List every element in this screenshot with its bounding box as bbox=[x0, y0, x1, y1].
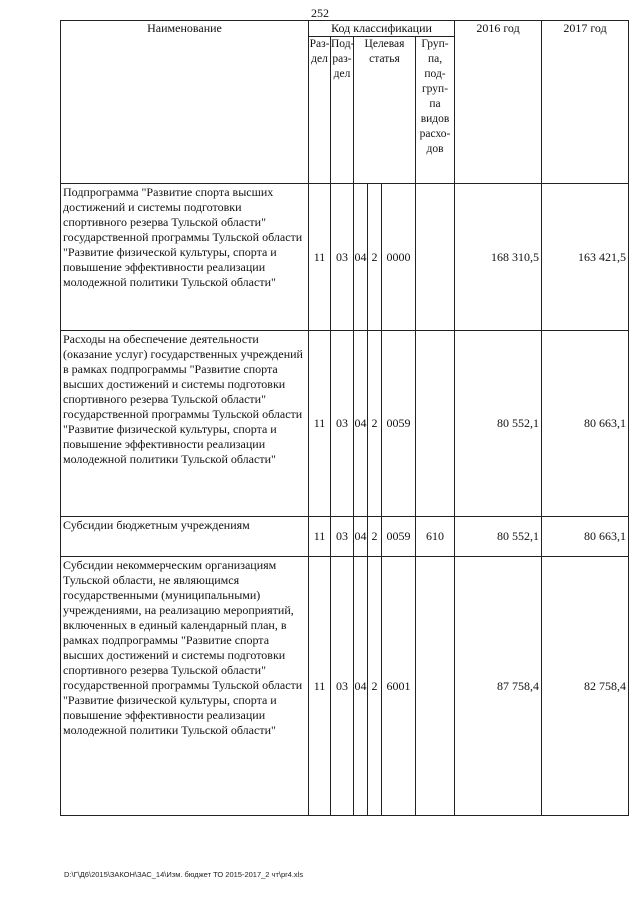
row-name: Расходы на обеспечение деятельности (оказание услуг) государственных учреждений в рамках подпрограммы "Развитие спорта высших достижений и системы подготовки спортивного резерва Тульской области" государственной программы Тульской области "Развитие физической культуры, спорта и повышение эффективности реализации молодежной политики Тульской области" bbox=[61, 331, 309, 517]
row-amount-2016: 80 552,1 bbox=[455, 517, 542, 557]
row-amount-2017: 163 421,5 bbox=[542, 184, 629, 331]
row-podrazdel: 03 bbox=[331, 557, 354, 816]
page-number: 252 bbox=[311, 6, 329, 20]
row-amount-2016: 80 552,1 bbox=[455, 331, 542, 517]
row-cs-direction: 0059 bbox=[382, 331, 416, 517]
row-amount-2017: 80 663,1 bbox=[542, 517, 629, 557]
row-expense-group bbox=[416, 184, 455, 331]
row-podrazdel: 03 bbox=[331, 184, 354, 331]
header-year-2016: 2016 год bbox=[455, 21, 542, 184]
row-expense-group bbox=[416, 557, 455, 816]
row-cs-program: 04 bbox=[354, 517, 368, 557]
row-amount-2017: 82 758,4 bbox=[542, 557, 629, 816]
row-amount-2016: 168 310,5 bbox=[455, 184, 542, 331]
row-cs-direction: 0059 bbox=[382, 517, 416, 557]
file-path-footer: D:\Г\Д6\2015\ЗАКОН\ЗАС_14\Изм. бюджет ТО 2015-2017_2 чт\pr4.xls bbox=[64, 870, 304, 879]
row-cs-program: 04 bbox=[354, 557, 368, 816]
header-name: Наименование bbox=[61, 21, 309, 184]
row-cs-subprogram: 2 bbox=[368, 184, 382, 331]
row-razdel: 11 bbox=[309, 184, 331, 331]
row-name: Субсидии некоммерческим организациям Тульской области, не являющимся государственными (муниципальными) учреждениями, на реализацию мероприятий, включенных в единый календарный план, в рамках подпрограммы "Развитие спорта высших достижений и системы подготовки спортивного резерва Тульской области" государственной программы Тульской области "Развитие физической культуры, спорта и повышение эффективности реализации молодежной политики Тульской области" bbox=[61, 557, 309, 816]
row-razdel: 11 bbox=[309, 331, 331, 517]
row-cs-subprogram: 2 bbox=[368, 517, 382, 557]
table-row bbox=[61, 184, 629, 331]
header-classification-code: Код классификации bbox=[309, 21, 455, 37]
row-cs-direction: 6001 bbox=[382, 557, 416, 816]
table-row bbox=[61, 517, 629, 557]
row-cs-subprogram: 2 bbox=[368, 557, 382, 816]
row-razdel: 11 bbox=[309, 517, 331, 557]
row-expense-group bbox=[416, 331, 455, 517]
header-year-2017: 2017 год bbox=[542, 21, 629, 184]
row-cs-subprogram: 2 bbox=[368, 331, 382, 517]
row-cs-program: 04 bbox=[354, 184, 368, 331]
header-target-article: Целевая статья bbox=[354, 37, 416, 184]
row-name: Субсидии бюджетным учреждениям bbox=[61, 517, 309, 557]
header-razdel: Раз- дел bbox=[309, 37, 331, 184]
row-podrazdel: 03 bbox=[331, 331, 354, 517]
header-row-top bbox=[61, 21, 629, 37]
row-amount-2017: 80 663,1 bbox=[542, 331, 629, 517]
table-row bbox=[61, 331, 629, 517]
header-expense-group: Груп- па, под- груп- па видов расхо- дов bbox=[416, 37, 455, 184]
table-row bbox=[61, 557, 629, 816]
row-razdel: 11 bbox=[309, 557, 331, 816]
row-name: Подпрограмма "Развитие спорта высших достижений и системы подготовки спортивного резерва Тульской области" государственной программы Тульской области "Развитие физической культуры, спорта и повышение эффективности реализации молодежной политики Тульской области" bbox=[61, 184, 309, 331]
row-cs-direction: 0000 bbox=[382, 184, 416, 331]
row-cs-program: 04 bbox=[354, 331, 368, 517]
row-podrazdel: 03 bbox=[331, 517, 354, 557]
row-amount-2016: 87 758,4 bbox=[455, 557, 542, 816]
row-expense-group: 610 bbox=[416, 517, 455, 557]
header-podrazdel: Под- раз- дел bbox=[331, 37, 354, 184]
budget-table bbox=[60, 20, 629, 816]
